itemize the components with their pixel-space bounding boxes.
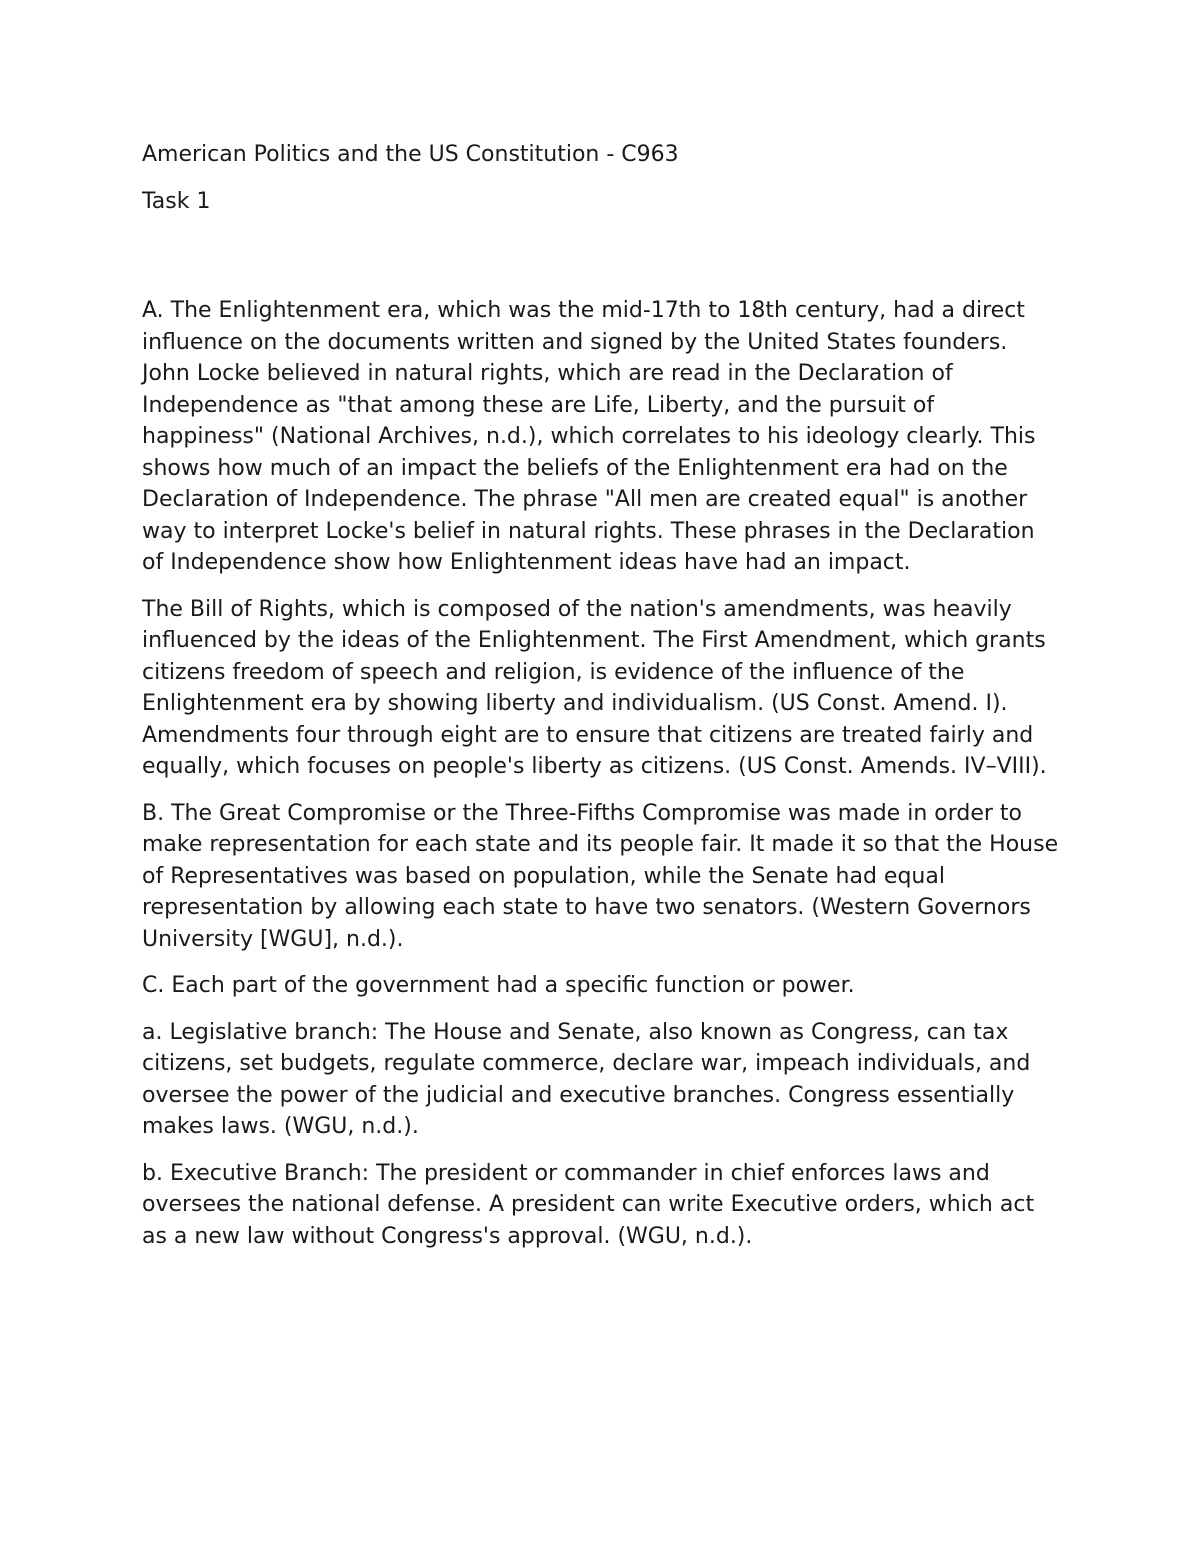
paragraph-a-enlightenment: A. The Enlightenment era, which was the mid-17th to 18th century, had a direct influence on the documents written and signed by the United States founders. John Locke believed in natural rights, which are read in the Declaration of Independence as "that among these are Life, Liberty, and the pursuit of happiness" (National Archives, n.d.), which correlates to his ideology clearly. This shows how much of an impact the beliefs of the Enlightenment era had on the Declaration of Independence. The phrase "All men are created equal" is another way to interpret Locke's belief in natural rights. These phrases in the Declaration of Independence show how Enlightenment ideas have had an impact. bbox=[142, 298, 1036, 575]
paragraph-legislative-branch: a. Legislative branch: The House and Senate, also known as Congress, can tax citizens, set budgets, regulate commerce, declare war, impeach individuals, and oversee the power of the judicial and executive branches. Congress essentially makes laws. (WGU, n.d.). bbox=[142, 1019, 1031, 1139]
document-body bbox=[142, 139, 1062, 1267]
paragraph-b-great-compromise: B. The Great Compromise or the Three-Fifths Compromise was made in order to make representation for each state and its people fair. It made it so that the House of Representatives was based on population, while the Senate had equal representation by allowing each state to have two senators. (Western Governors University [WGU], n.d.). bbox=[142, 800, 1059, 952]
task-heading: Task 1 bbox=[142, 188, 211, 214]
paragraph-executive-branch: b. Executive Branch: The president or commander in chief enforces laws and oversees the national defense. A president can write Executive orders, which act as a new law without Congress's approval. (WGU, n.d.). bbox=[142, 1160, 1035, 1249]
paragraph-bill-of-rights: The Bill of Rights, which is composed of the nation's amendments, was heavily influenced by the ideas of the Enlightenment. The First Amendment, which grants citizens freedom of speech and religion, is evidence of the influence of the Enlightenment era by showing liberty and individualism. (US Const. Amend. I). Amendments four through eight are to ensure that citizens are treated fairly and equally, which focuses on people's liberty as citizens. (US Const. Amends. IV–VIII). bbox=[142, 596, 1047, 779]
paragraph-c-government-parts: C. Each part of the government had a specific function or power. bbox=[142, 973, 855, 998]
document-title: American Politics and the US Constitution - C963 bbox=[142, 142, 679, 167]
